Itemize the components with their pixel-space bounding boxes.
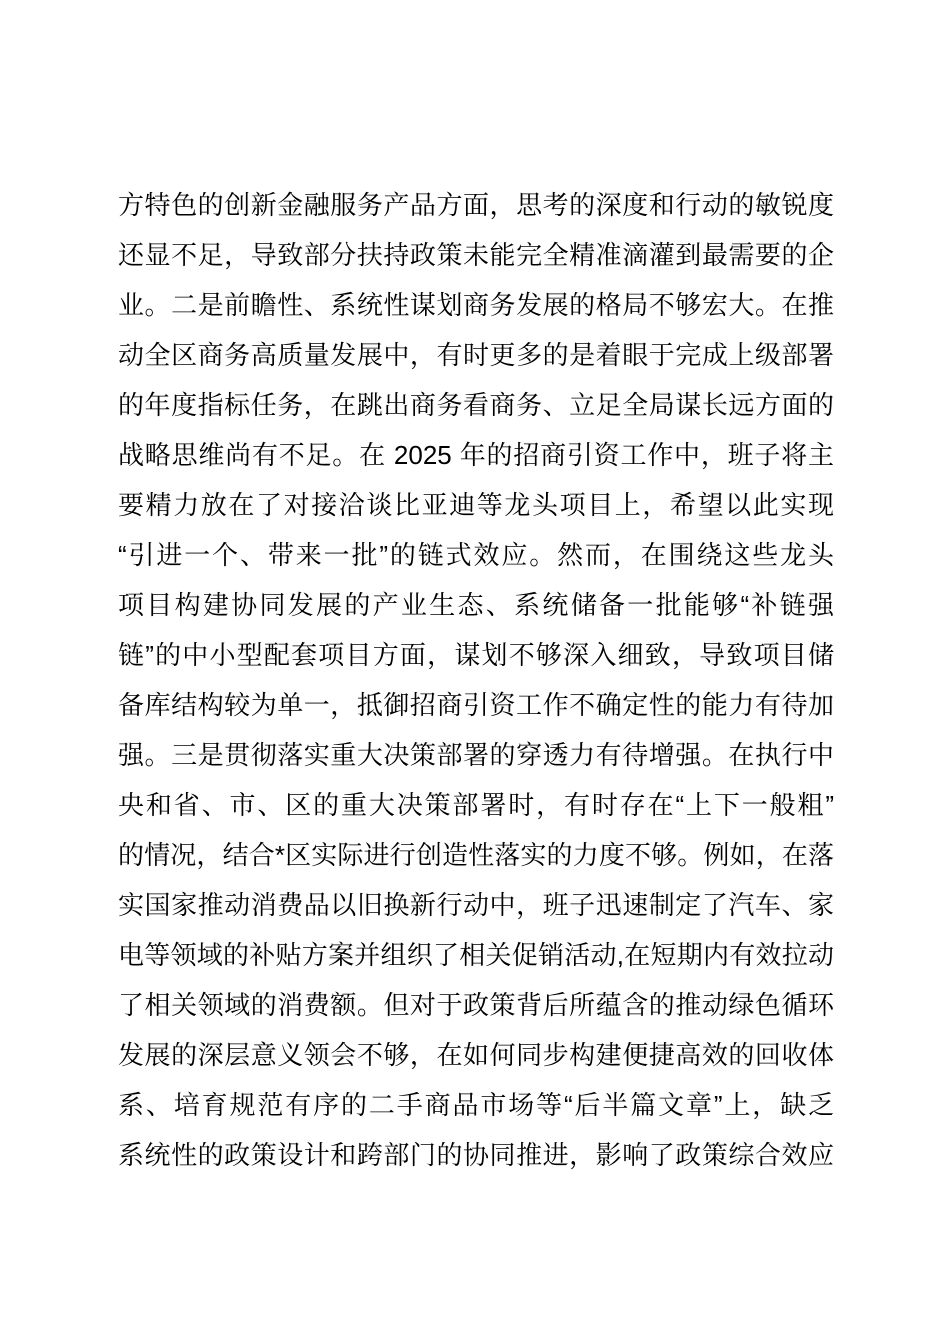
- text-line: 战略思维尚有不足。在 2025 年的招商引资工作中，班子将主: [118, 440, 834, 470]
- paragraph-continuation: [118, 180, 834, 1180]
- text-line: 备库结构较为单一，抵御招商引资工作不确定性的能力有待加: [118, 690, 834, 720]
- text-line: 的年度指标任务，在跳出商务看商务、立足全局谋长远方面的: [118, 390, 834, 420]
- text-line: 实国家推动消费品以旧换新行动中，班子迅速制定了汽车、家: [118, 890, 834, 920]
- text-line: 链”的中小型配套项目方面，谋划不够深入细致，导致项目储: [118, 640, 834, 670]
- text-line: 业。二是前瞻性、系统性谋划商务发展的格局不够宏大。在推: [118, 290, 834, 320]
- text-line: 了相关领域的消费额。但对于政策背后所蕴含的推动绿色循环: [118, 990, 834, 1020]
- text-line: 方特色的创新金融服务产品方面，思考的深度和行动的敏锐度: [118, 190, 834, 220]
- text-line: 还显不足，导致部分扶持政策未能完全精准滴灌到最需要的企: [118, 240, 834, 270]
- text-line: 要精力放在了对接洽谈比亚迪等龙头项目上，希望以此实现: [118, 490, 834, 520]
- text-line: 系、培育规范有序的二手商品市场等“后半篇文章”上，缺乏: [118, 1090, 834, 1120]
- text-line: 发展的深层意义领会不够，在如何同步构建便捷高效的回收体: [118, 1040, 834, 1070]
- text-line: 的情况，结合*区实际进行创造性落实的力度不够。例如，在落: [118, 840, 834, 870]
- text-line: 动全区商务高质量发展中，有时更多的是着眼于完成上级部署: [118, 340, 834, 370]
- text-line: “引进一个、带来一批”的链式效应。然而，在围绕这些龙头: [118, 540, 834, 570]
- text-line: 强。三是贯彻落实重大决策部署的穿透力有待增强。在执行中: [118, 740, 834, 770]
- text-line: 项目构建协同发展的产业生态、系统储备一批能够“补链强: [118, 590, 834, 620]
- text-line: 电等领域的补贴方案并组织了相关促销活动,在短期内有效拉动: [118, 940, 834, 970]
- text-line: 央和省、市、区的重大决策部署时，有时存在“上下一般粗”: [118, 790, 834, 820]
- text-line: 系统性的政策设计和跨部门的协同推进，影响了政策综合效应: [118, 1140, 834, 1170]
